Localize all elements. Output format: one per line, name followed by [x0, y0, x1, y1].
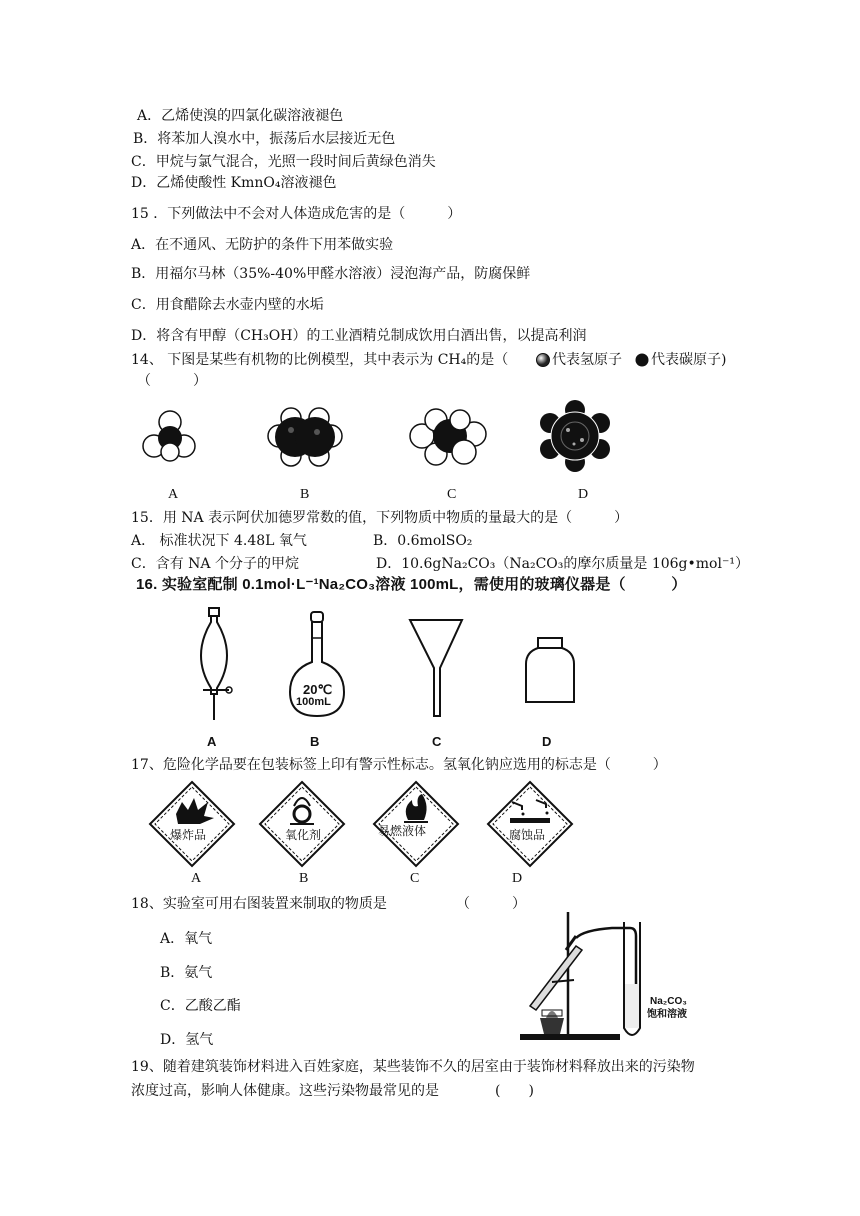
- q15-option-c: C．用食醋除去水壶内壁的水垢: [131, 297, 324, 313]
- hazard-label-b: B: [299, 871, 309, 886]
- q18-option-b: B．氨气: [160, 965, 213, 981]
- question-19-answer-paren: ( ): [495, 1083, 534, 1099]
- funnel-icon: [408, 616, 464, 720]
- hazard-label-a: A: [191, 871, 202, 886]
- q15b-option-c: C．含有 NA 个分子的甲烷: [131, 556, 299, 572]
- glassware-label-b: B: [310, 734, 320, 749]
- option-c-methane-chlorine: C．甲烷与氯气混合，光照一段时间后黄绿色消失: [131, 154, 436, 170]
- model-label-c: C: [447, 487, 457, 502]
- flask-volume-text: 100mL: [296, 696, 331, 708]
- model-label-a: A: [168, 487, 179, 502]
- model-c-icon: [408, 406, 488, 468]
- option-a-ethylene-bromine: A．乙烯使溴的四氯化碳溶液褪色: [137, 108, 344, 124]
- explosive-hazard-icon: [148, 780, 236, 868]
- question-19-line1: 19、随着建筑装饰材料进入百姓家庭，某些装饰不久的居室由于装饰材料释放出来的污染物: [131, 1059, 695, 1075]
- oxidizer-label: 氧化剂: [285, 828, 322, 842]
- corrosive-label: 腐蚀品: [509, 828, 546, 842]
- glassware-label-d: D: [542, 734, 552, 749]
- q18-option-d: D．氢气: [160, 1032, 214, 1048]
- model-b-icon: [265, 406, 345, 468]
- carbon-atom-legend-icon: [635, 353, 649, 367]
- question-16: 16. 实验室配制 0.1mol·L⁻¹Na₂CO₃溶液 100mL，需使用的玻璃仪器是（ ）: [136, 576, 687, 593]
- ester-apparatus-icon: [512, 906, 692, 1050]
- q18-option-c: C．乙酸乙酯: [160, 998, 241, 1014]
- question-15-avogadro: 15．用 NA 表示阿伏加德罗常数的值，下列物质中物质的量最大的是（ ）: [131, 510, 629, 526]
- question-18-answer-paren: （ ）: [456, 896, 526, 912]
- q15b-option-d: D．10.6gNa₂CO₃（Na₂CO₃的摩尔质量是 106g•mol⁻¹）: [376, 556, 749, 572]
- question-14: 14、 下图是某些有机物的比例模型，其中表示为 CH₄的是（: [131, 352, 509, 368]
- q15b-option-a: A． 标准状况下 4.48L 氧气: [131, 533, 307, 549]
- hydrogen-legend-text: 代表氢原子: [552, 352, 622, 368]
- model-a-icon: [140, 408, 200, 464]
- question-19-line2: 浓度过高，影响人体健康。这些污染物最常见的是: [131, 1083, 439, 1099]
- question-17: 17、危险化学品要在包装标签上印有警示性标志。氢氧化钠应选用的标志是（ ）: [131, 757, 667, 773]
- hydrogen-atom-legend-icon: [536, 353, 550, 367]
- model-d-icon: [538, 400, 612, 472]
- apparatus-label-line2: 饱和溶液: [647, 1009, 687, 1020]
- q15-option-d: D．将含有甲醇（CH₃OH）的工业酒精兑制成饮用白酒出售，以提高利润: [131, 328, 587, 344]
- oxidizer-hazard-icon: [258, 780, 346, 868]
- flask-temperature-text: 20℃: [303, 682, 333, 697]
- question-15-harm: 15 ．下列做法中不会对人体造成危害的是（ ）: [131, 206, 462, 222]
- corrosive-hazard-icon: [486, 780, 574, 868]
- carbon-legend-text: 代表碳原子): [651, 352, 727, 368]
- q15b-option-b: B．0.6molSO₂: [373, 533, 473, 549]
- model-label-b: B: [300, 487, 310, 502]
- question-14-answer-paren: （ ）: [137, 373, 207, 389]
- option-b-benzene-bromine-water: B．将苯加人溴水中，振荡后水层接近无色: [133, 131, 396, 147]
- hazard-label-d: D: [512, 871, 523, 886]
- explosive-label: 爆炸品: [170, 828, 207, 842]
- separatory-funnel-icon: [185, 606, 245, 726]
- glassware-label-c: C: [432, 734, 442, 749]
- q18-option-a: A．氧气: [160, 931, 213, 947]
- option-d-kmno4: D．乙烯使酸性 KmnO₄溶液褪色: [131, 175, 337, 191]
- hazard-label-c: C: [410, 871, 420, 886]
- q15-option-b: B．用福尔马林（35%-40%甲醛水溶液）浸泡海产品，防腐保鲜: [131, 266, 531, 282]
- apparatus-label-line1: Na₂CO₃: [650, 996, 687, 1007]
- flammable-liquid-label: 易燃液体: [378, 824, 427, 838]
- q15-option-a: A．在不通风、无防护的条件下用苯做实验: [131, 237, 394, 253]
- model-label-d: D: [578, 487, 589, 502]
- glassware-label-a: A: [207, 734, 217, 749]
- question-18: 18、实验室可用右图装置来制取的物质是: [131, 896, 387, 912]
- reagent-bottle-icon: [524, 636, 576, 706]
